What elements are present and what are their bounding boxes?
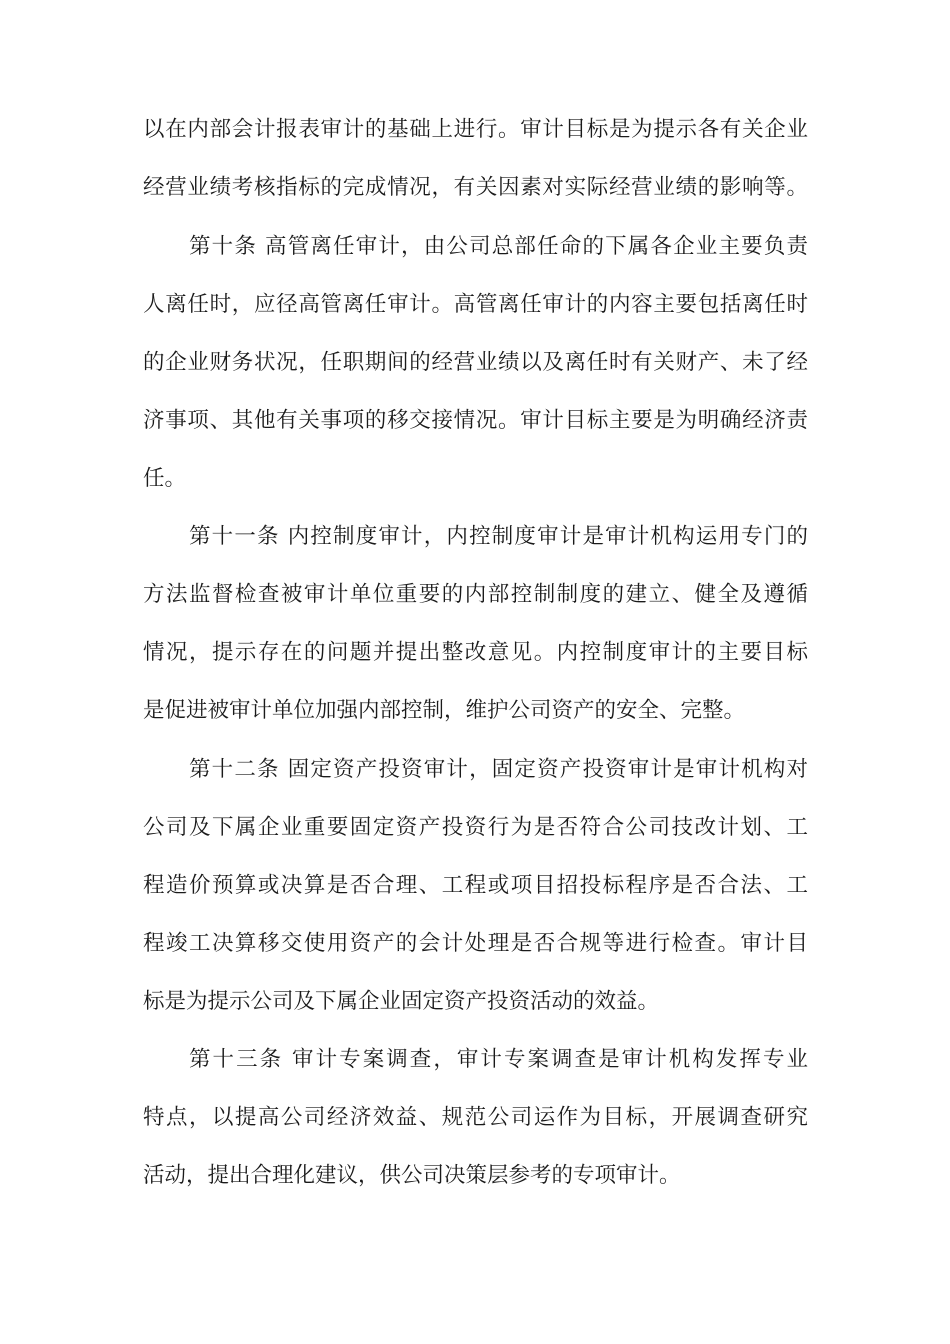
article-10-heading-line: 第十条 高管离任审计，由公司总部任命的下属各企业主要负责 xyxy=(189,234,808,259)
text-line: 方法监督检查被审计单位重要的内部控制制度的建立、健全及遵循 xyxy=(143,582,808,607)
article-11-heading-line: 第十一条 内控制度审计，内控制度审计是审计机构运用专门的 xyxy=(189,524,808,549)
text-line: 情况，提示存在的问题并提出整改意见。内控制度审计的主要目标 xyxy=(143,640,808,665)
text-line: 标是为提示公司及下属企业固定资产投资活动的效益。 xyxy=(143,989,660,1014)
text-line: 特点，以提高公司经济效益、规范公司运作为目标，开展调查研究 xyxy=(143,1105,808,1130)
text-line: 的企业财务状况，任职期间的经营业绩以及离任时有关财产、未了经 xyxy=(143,350,808,375)
text-line: 程造价预算或决算是否合理、工程或项目招投标程序是否合法、工 xyxy=(143,873,808,898)
text-line: 以在内部会计报表审计的基础上进行。审计目标是为提示各有关企业 xyxy=(143,117,808,142)
text-line: 程竣工决算移交使用资产的会计处理是否合规等进行检查。审计目 xyxy=(143,931,808,956)
article-12-heading-line: 第十二条 固定资产投资审计，固定资产投资审计是审计机构对 xyxy=(189,757,808,782)
text-line: 公司及下属企业重要固定资产投资行为是否符合公司技改计划、工 xyxy=(143,815,808,840)
text-line: 济事项、其他有关事项的移交接情况。审计目标主要是为明确经济责 xyxy=(143,408,808,433)
text-line: 活动，提出合理化建议，供公司决策层参考的专项审计。 xyxy=(143,1163,681,1188)
text-line: 人离任时，应径高管离任审计。高管离任审计的内容主要包括离任时 xyxy=(143,292,808,317)
text-line: 任。 xyxy=(143,466,187,491)
text-line: 是促进被审计单位加强内部控制，维护公司资产的安全、完整。 xyxy=(143,698,746,723)
text-line: 经营业绩考核指标的完成情况，有关因素对实际经营业绩的影响等。 xyxy=(143,175,808,200)
article-13-heading-line: 第十三条 审计专案调查，审计专案调查是审计机构发挥专业 xyxy=(189,1047,808,1072)
